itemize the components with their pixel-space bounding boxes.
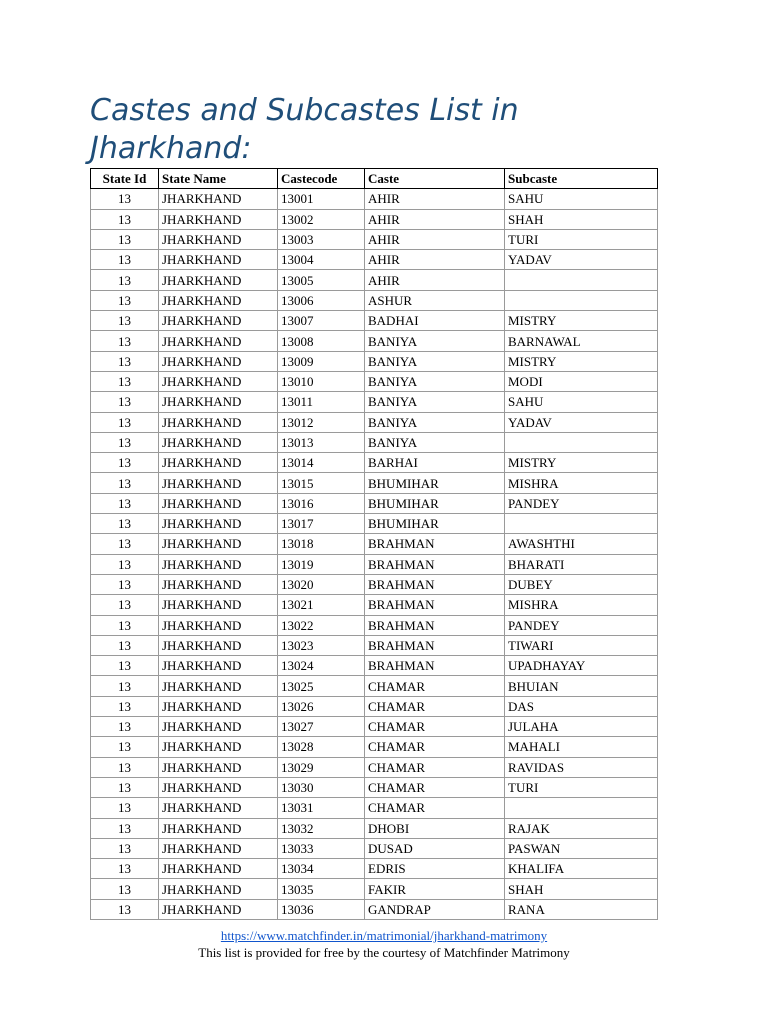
cell-caste: EDRIS — [365, 859, 505, 879]
cell-castecode: 13019 — [278, 554, 365, 574]
cell-state-id: 13 — [91, 270, 159, 290]
cell-subcaste — [505, 798, 658, 818]
cell-state-id: 13 — [91, 290, 159, 310]
cell-castecode: 13020 — [278, 574, 365, 594]
table-row — [91, 250, 658, 270]
cell-state-id: 13 — [91, 371, 159, 391]
table-row — [91, 554, 658, 574]
cell-castecode: 13010 — [278, 371, 365, 391]
cell-state-id: 13 — [91, 514, 159, 534]
cell-state-id: 13 — [91, 717, 159, 737]
cell-state-name: JHARKHAND — [159, 432, 278, 452]
cell-state-id: 13 — [91, 250, 159, 270]
cell-caste: CHAMAR — [365, 676, 505, 696]
cell-castecode: 13026 — [278, 696, 365, 716]
cell-state-name: JHARKHAND — [159, 331, 278, 351]
cell-subcaste: RANA — [505, 899, 658, 919]
cell-caste: CHAMAR — [365, 717, 505, 737]
cell-state-name: JHARKHAND — [159, 879, 278, 899]
header-castecode: Castecode — [278, 169, 365, 189]
cell-subcaste: PANDEY — [505, 493, 658, 513]
cell-caste: AHIR — [365, 250, 505, 270]
cell-castecode: 13009 — [278, 351, 365, 371]
cell-caste: AHIR — [365, 229, 505, 249]
cell-caste: BRAHMAN — [365, 635, 505, 655]
table-row — [91, 371, 658, 391]
cell-caste: AHIR — [365, 189, 505, 209]
cell-caste: GANDRAP — [365, 899, 505, 919]
cell-caste: ASHUR — [365, 290, 505, 310]
cell-castecode: 13021 — [278, 595, 365, 615]
cell-state-name: JHARKHAND — [159, 757, 278, 777]
cell-caste: BHUMIHAR — [365, 514, 505, 534]
cell-state-id: 13 — [91, 859, 159, 879]
cell-state-name: JHARKHAND — [159, 229, 278, 249]
cell-caste: CHAMAR — [365, 777, 505, 797]
cell-caste: CHAMAR — [365, 737, 505, 757]
cell-state-name: JHARKHAND — [159, 351, 278, 371]
cell-subcaste: DUBEY — [505, 574, 658, 594]
cell-state-id: 13 — [91, 656, 159, 676]
table-row — [91, 859, 658, 879]
cell-subcaste: MISHRA — [505, 473, 658, 493]
cell-state-name: JHARKHAND — [159, 392, 278, 412]
cell-state-id: 13 — [91, 838, 159, 858]
cell-castecode: 13017 — [278, 514, 365, 534]
cell-state-name: JHARKHAND — [159, 311, 278, 331]
cell-subcaste: MAHALI — [505, 737, 658, 757]
cell-state-name: JHARKHAND — [159, 514, 278, 534]
cell-caste: BADHAI — [365, 311, 505, 331]
cell-caste: BANIYA — [365, 412, 505, 432]
table-row — [91, 270, 658, 290]
cell-castecode: 13022 — [278, 615, 365, 635]
cell-castecode: 13012 — [278, 412, 365, 432]
cell-castecode: 13013 — [278, 432, 365, 452]
courtesy-note: This list is provided for free by the courtesy of Matchfinder Matrimony — [198, 945, 570, 960]
cell-subcaste: YADAV — [505, 250, 658, 270]
cell-subcaste: YADAV — [505, 412, 658, 432]
table-row — [91, 493, 658, 513]
cell-subcaste: BARNAWAL — [505, 331, 658, 351]
cell-state-name: JHARKHAND — [159, 656, 278, 676]
table-row — [91, 879, 658, 899]
cell-caste: BANIYA — [365, 392, 505, 412]
cell-castecode: 13005 — [278, 270, 365, 290]
cell-caste: BANIYA — [365, 351, 505, 371]
table-row — [91, 757, 658, 777]
table-row — [91, 838, 658, 858]
table-row — [91, 676, 658, 696]
cell-subcaste — [505, 514, 658, 534]
table-row — [91, 615, 658, 635]
cell-state-name: JHARKHAND — [159, 818, 278, 838]
cell-subcaste: PASWAN — [505, 838, 658, 858]
table-row — [91, 899, 658, 919]
cell-state-name: JHARKHAND — [159, 798, 278, 818]
cell-subcaste: MISTRY — [505, 351, 658, 371]
cell-caste: CHAMAR — [365, 696, 505, 716]
table-row — [91, 392, 658, 412]
cell-caste: BHUMIHAR — [365, 493, 505, 513]
table-row — [91, 696, 658, 716]
cell-castecode: 13015 — [278, 473, 365, 493]
table-header — [91, 169, 658, 189]
cell-subcaste: SAHU — [505, 189, 658, 209]
cell-castecode: 13018 — [278, 534, 365, 554]
table-row — [91, 331, 658, 351]
cell-castecode: 13030 — [278, 777, 365, 797]
cell-caste: DUSAD — [365, 838, 505, 858]
cell-state-id: 13 — [91, 818, 159, 838]
cell-state-id: 13 — [91, 412, 159, 432]
cell-subcaste: RAVIDAS — [505, 757, 658, 777]
cell-caste: BANIYA — [365, 371, 505, 391]
cell-caste: BRAHMAN — [365, 595, 505, 615]
cell-state-name: JHARKHAND — [159, 696, 278, 716]
cell-subcaste: MISHRA — [505, 595, 658, 615]
cell-caste: BRAHMAN — [365, 574, 505, 594]
table-row — [91, 656, 658, 676]
cell-state-name: JHARKHAND — [159, 737, 278, 757]
cell-castecode: 13006 — [278, 290, 365, 310]
cell-caste: AHIR — [365, 209, 505, 229]
cell-caste: DHOBI — [365, 818, 505, 838]
cell-caste: CHAMAR — [365, 757, 505, 777]
cell-castecode: 13014 — [278, 453, 365, 473]
cell-state-id: 13 — [91, 676, 159, 696]
cell-state-name: JHARKHAND — [159, 635, 278, 655]
cell-state-id: 13 — [91, 777, 159, 797]
cell-state-name: JHARKHAND — [159, 615, 278, 635]
cell-state-id: 13 — [91, 737, 159, 757]
cell-castecode: 13023 — [278, 635, 365, 655]
cell-state-name: JHARKHAND — [159, 453, 278, 473]
cell-subcaste: DAS — [505, 696, 658, 716]
cell-castecode: 13035 — [278, 879, 365, 899]
cell-state-id: 13 — [91, 311, 159, 331]
cell-caste: BRAHMAN — [365, 534, 505, 554]
cell-state-name: JHARKHAND — [159, 838, 278, 858]
cell-state-name: JHARKHAND — [159, 290, 278, 310]
cell-caste: BRAHMAN — [365, 656, 505, 676]
table-row — [91, 595, 658, 615]
table-row — [91, 189, 658, 209]
cell-subcaste — [505, 290, 658, 310]
cell-state-name: JHARKHAND — [159, 899, 278, 919]
table-row — [91, 351, 658, 371]
table-row — [91, 534, 658, 554]
cell-state-id: 13 — [91, 798, 159, 818]
cell-state-name: JHARKHAND — [159, 189, 278, 209]
cell-state-name: JHARKHAND — [159, 209, 278, 229]
cell-caste: BANIYA — [365, 432, 505, 452]
cell-state-id: 13 — [91, 189, 159, 209]
cell-subcaste: SHAH — [505, 209, 658, 229]
caste-table-container — [90, 168, 657, 920]
table-row — [91, 453, 658, 473]
cell-state-id: 13 — [91, 209, 159, 229]
cell-castecode: 13008 — [278, 331, 365, 351]
table-body — [91, 189, 658, 920]
cell-state-id: 13 — [91, 351, 159, 371]
cell-subcaste: SHAH — [505, 879, 658, 899]
cell-castecode: 13027 — [278, 717, 365, 737]
cell-state-name: JHARKHAND — [159, 371, 278, 391]
table-row — [91, 635, 658, 655]
cell-castecode: 13029 — [278, 757, 365, 777]
cell-subcaste: KHALIFA — [505, 859, 658, 879]
cell-castecode: 13031 — [278, 798, 365, 818]
cell-castecode: 13028 — [278, 737, 365, 757]
cell-state-id: 13 — [91, 432, 159, 452]
cell-caste: BHUMIHAR — [365, 473, 505, 493]
matrimony-link[interactable]: https://www.matchfinder.in/matrimonial/jharkhand-matrimony — [220, 928, 548, 943]
cell-subcaste: UPADHAYAY — [505, 656, 658, 676]
cell-state-name: JHARKHAND — [159, 493, 278, 513]
table-row — [91, 818, 658, 838]
cell-subcaste: PANDEY — [505, 615, 658, 635]
cell-state-id: 13 — [91, 229, 159, 249]
table-row — [91, 717, 658, 737]
cell-castecode: 13032 — [278, 818, 365, 838]
cell-caste: BRAHMAN — [365, 615, 505, 635]
cell-caste: AHIR — [365, 270, 505, 290]
table-row — [91, 574, 658, 594]
header-state-name: State Name — [159, 169, 278, 189]
cell-state-id: 13 — [91, 534, 159, 554]
cell-caste: BARHAI — [365, 453, 505, 473]
header-row — [91, 169, 658, 189]
cell-caste: BRAHMAN — [365, 554, 505, 574]
cell-state-id: 13 — [91, 635, 159, 655]
cell-state-name: JHARKHAND — [159, 574, 278, 594]
cell-subcaste: SAHU — [505, 392, 658, 412]
cell-subcaste: MODI — [505, 371, 658, 391]
cell-castecode: 13016 — [278, 493, 365, 513]
cell-subcaste: TURI — [505, 777, 658, 797]
cell-caste: BANIYA — [365, 331, 505, 351]
cell-state-name: JHARKHAND — [159, 412, 278, 432]
caste-table — [90, 168, 658, 920]
cell-castecode: 13036 — [278, 899, 365, 919]
cell-state-name: JHARKHAND — [159, 270, 278, 290]
cell-state-name: JHARKHAND — [159, 554, 278, 574]
cell-state-id: 13 — [91, 879, 159, 899]
table-row — [91, 473, 658, 493]
cell-castecode: 13034 — [278, 859, 365, 879]
cell-state-id: 13 — [91, 757, 159, 777]
table-row — [91, 432, 658, 452]
cell-caste: FAKIR — [365, 879, 505, 899]
cell-subcaste: TIWARI — [505, 635, 658, 655]
cell-subcaste: JULAHA — [505, 717, 658, 737]
cell-caste: CHAMAR — [365, 798, 505, 818]
cell-subcaste — [505, 432, 658, 452]
header-subcaste: Subcaste — [505, 169, 658, 189]
cell-subcaste: BHARATI — [505, 554, 658, 574]
cell-castecode: 13002 — [278, 209, 365, 229]
cell-castecode: 13025 — [278, 676, 365, 696]
cell-subcaste: MISTRY — [505, 311, 658, 331]
cell-state-id: 13 — [91, 331, 159, 351]
cell-subcaste: AWASHTHI — [505, 534, 658, 554]
header-caste: Caste — [365, 169, 505, 189]
cell-subcaste: MISTRY — [505, 453, 658, 473]
table-row — [91, 209, 658, 229]
table-row — [91, 798, 658, 818]
cell-castecode: 13024 — [278, 656, 365, 676]
cell-state-id: 13 — [91, 473, 159, 493]
cell-state-name: JHARKHAND — [159, 676, 278, 696]
cell-state-id: 13 — [91, 696, 159, 716]
cell-castecode: 13011 — [278, 392, 365, 412]
cell-state-name: JHARKHAND — [159, 777, 278, 797]
cell-castecode: 13007 — [278, 311, 365, 331]
cell-state-id: 13 — [91, 493, 159, 513]
cell-state-id: 13 — [91, 615, 159, 635]
cell-subcaste: BHUIAN — [505, 676, 658, 696]
cell-state-id: 13 — [91, 574, 159, 594]
cell-state-name: JHARKHAND — [159, 250, 278, 270]
table-row — [91, 777, 658, 797]
cell-state-id: 13 — [91, 453, 159, 473]
cell-state-name: JHARKHAND — [159, 595, 278, 615]
table-row — [91, 229, 658, 249]
cell-state-id: 13 — [91, 595, 159, 615]
table-row — [91, 290, 658, 310]
cell-state-id: 13 — [91, 899, 159, 919]
cell-state-id: 13 — [91, 554, 159, 574]
cell-state-id: 13 — [91, 392, 159, 412]
cell-subcaste: TURI — [505, 229, 658, 249]
table-row — [91, 514, 658, 534]
cell-castecode: 13004 — [278, 250, 365, 270]
cell-state-name: JHARKHAND — [159, 859, 278, 879]
cell-state-name: JHARKHAND — [159, 717, 278, 737]
cell-subcaste — [505, 270, 658, 290]
table-row — [91, 412, 658, 432]
table-row — [91, 311, 658, 331]
header-state-id: State Id — [91, 169, 159, 189]
cell-castecode: 13003 — [278, 229, 365, 249]
cell-subcaste: RAJAK — [505, 818, 658, 838]
cell-castecode: 13033 — [278, 838, 365, 858]
cell-state-name: JHARKHAND — [159, 534, 278, 554]
table-row — [91, 737, 658, 757]
cell-state-name: JHARKHAND — [159, 473, 278, 493]
cell-castecode: 13001 — [278, 189, 365, 209]
page-title: Castes and Subcastes List in Jharkhand: — [90, 93, 519, 166]
